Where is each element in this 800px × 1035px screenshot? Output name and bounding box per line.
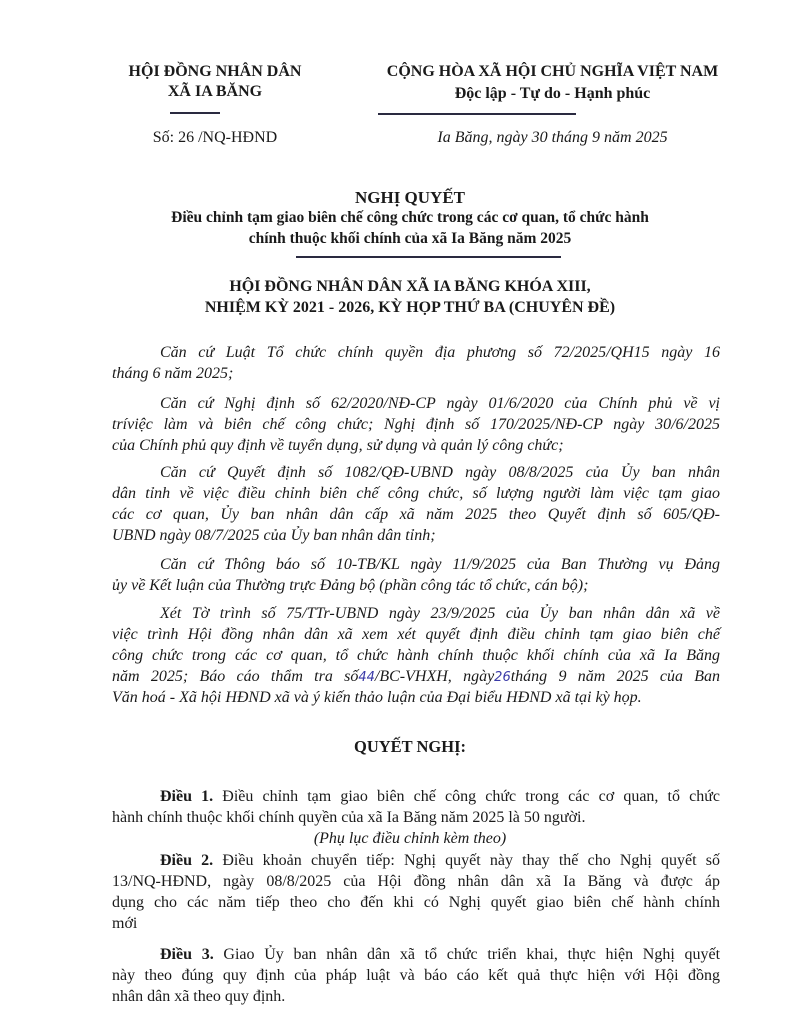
- header-right-rule: [378, 113, 576, 115]
- issuing-org-line2: XÃ IA BĂNG: [167, 83, 263, 100]
- issuer-line1: HỘI ĐỒNG NHÂN DÂN XÃ IA BĂNG KHÓA XIII,: [229, 278, 591, 295]
- preamble-1-line1: Căn cứ Luật Tổ chức chính quyền địa phương số 72/2025/QH15 ngày 16: [160, 344, 720, 361]
- national-motto: Độc lập - Tự do - Hạnh phúc: [454, 85, 651, 102]
- preamble-3-line4: UBND ngày 08/7/2025 của Ủy ban nhân dân tỉnh;: [112, 527, 436, 544]
- report-text-after: tháng 9 năm 2025 của Ban: [510, 668, 721, 685]
- issuer-line2: NHIỆM KỲ 2021 - 2026, KỲ HỌP THỨ BA (CHUYÊN ĐỀ): [204, 299, 616, 316]
- article-2-text: Điều khoản chuyển tiếp: Nghị quyết này thay thế cho Nghị quyết số: [222, 852, 721, 869]
- document-number: Số: 26 /NQ-HĐND: [152, 129, 278, 146]
- article-3-label: Điều 3.: [160, 946, 214, 963]
- resolves-heading: QUYẾT NGHỊ:: [353, 737, 466, 756]
- article-1-label: Điều 1.: [160, 788, 214, 805]
- article-2-line2: 13/NQ-HĐND, ngày 08/8/2025 của Hội đồng nhân dân xã Ia Băng và được áp: [112, 873, 720, 890]
- article-1-text: Điều chỉnh tạm giao biên chế công chức trong các cơ quan, tổ chức: [222, 788, 721, 805]
- handwritten-report-day: 26: [494, 670, 511, 685]
- preamble-5-line1: Xét Tờ trình số 75/TTr-UBND ngày 23/9/2025 của Ủy ban nhân dân xã về: [160, 605, 720, 622]
- document-type-title: NGHỊ QUYẾT: [354, 188, 466, 207]
- preamble-4-line1: Căn cứ Thông báo số 10-TB/KL ngày 11/9/2025 của Ban Thường vụ Đảng: [160, 556, 720, 573]
- preamble-5-line2: việc trình Hội đồng nhân dân xã xem xét quyết định điều chỉnh tạm giao biên chế: [112, 626, 720, 643]
- national-title: CỘNG HÒA XÃ HỘI CHỦ NGHĨA VIỆT NAM: [386, 63, 719, 80]
- preamble-2-line2: tríviệc làm và biên chế công chức; Nghị định số 170/2025/NĐ-CP ngày 30/6/2025: [112, 416, 720, 433]
- preamble-3-line1: Căn cứ Quyết định số 1082/QĐ-UBND ngày 08/8/2025 của Ủy ban nhân: [160, 464, 720, 481]
- report-text-middle: /BC-VHXH, ngày: [374, 668, 495, 685]
- document-subject-line1: Điều chỉnh tạm giao biên chế công chức trong các cơ quan, tổ chức hành: [171, 209, 649, 226]
- article-1-line1: [160, 787, 720, 807]
- article-3-line2: này theo đúng quy định của pháp luật và báo cáo kết quả thực hiện với Hội đồng: [112, 967, 720, 984]
- article-3-line1: [160, 945, 720, 965]
- article-2-line4: mới: [112, 915, 138, 932]
- preamble-3-line3: các cơ quan, Ủy ban nhân dân cấp xã năm 2025 theo Quyết định số 605/QĐ-: [112, 506, 720, 523]
- preamble-2-line1: Căn cứ Nghị định số 62/2020/NĐ-CP ngày 01/6/2020 của Chính phủ về vị: [160, 395, 720, 412]
- report-text-before: năm 2025; Báo cáo thẩm tra số: [112, 668, 359, 685]
- document-subject-line2: chính thuộc khối chính của xã Ia Băng năm 2025: [248, 230, 572, 247]
- place-and-date: Ia Băng, ngày 30 tháng 9 năm 2025: [437, 129, 668, 146]
- article-1-appendix-note: (Phụ lục điều chỉnh kèm theo): [313, 830, 507, 847]
- preamble-2-line3: của Chính phủ quy định về tuyển dụng, sử dụng và quản lý công chức;: [112, 437, 564, 454]
- handwritten-report-number: 44: [358, 670, 375, 685]
- issuing-org-line1: HỘI ĐỒNG NHÂN DÂN: [128, 63, 302, 80]
- preamble-4-line2: ủy về Kết luận của Thường trực Đảng bộ (phần công tác tổ chức, cán bộ);: [112, 577, 589, 594]
- article-3-text: Giao Ủy ban nhân dân xã tổ chức triển khai, thực hiện Nghị quyết: [223, 946, 721, 963]
- preamble-1-line2: tháng 6 năm 2025;: [112, 365, 234, 382]
- preamble-5-last-line: Văn hoá - Xã hội HĐND xã và ý kiến thảo luận của Đại biểu HĐND xã tại kỳ họp.: [112, 689, 642, 706]
- article-2-line1: [160, 851, 720, 871]
- preamble-3-line2: dân tỉnh về việc điều chỉnh biên chế công chức, số lượng người làm việc tạm giao: [112, 485, 720, 502]
- article-3-line3: nhân dân xã theo quy định.: [112, 988, 286, 1005]
- title-underline: [296, 256, 561, 258]
- article-2-label: Điều 2.: [160, 852, 214, 869]
- preamble-5-line3: công chức trong các cơ quan, tổ chức hành chính thuộc khối chính của xã Ia Băng: [112, 647, 720, 664]
- article-1-line2: hành chính thuộc khối chính quyền của xã Ia Băng năm 2025 là 50 người.: [112, 809, 586, 826]
- preamble-5-report-line: [112, 667, 720, 688]
- header-left-rule: [170, 112, 220, 114]
- article-2-line3: dụng cho các năm tiếp theo cho đến khi có Nghị quyết giao biên chế hành chính: [112, 894, 720, 911]
